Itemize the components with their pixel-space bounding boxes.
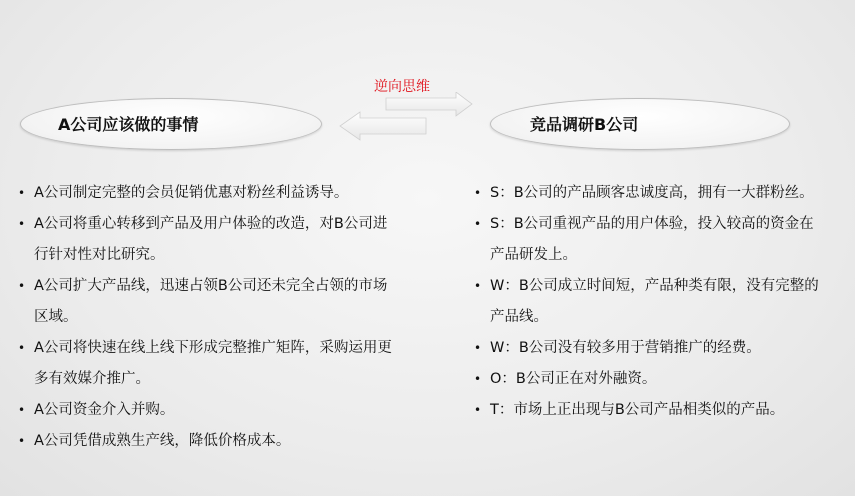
list-item-text: A公司制定完整的会员促销优惠对粉丝利益诱导。 (34, 185, 349, 201)
bullet-icon: • (474, 279, 482, 293)
list-item-text: A公司资金介入并购。 (34, 402, 175, 418)
bullet-icon: • (474, 186, 482, 200)
list-item-text: T：市场上正出现与B公司产品相类似的产品。 (490, 402, 785, 418)
bullet-icon: • (18, 434, 26, 448)
list-item-text: A公司凭借成熟生产线，降低价格成本。 (34, 433, 291, 449)
list-item (470, 395, 820, 426)
right-bullet-list (470, 178, 820, 426)
list-item-text: S：B公司重视产品的用户体验，投入较高的资金在产品研发上。 (490, 216, 814, 263)
list-item (470, 364, 820, 395)
list-item (14, 209, 394, 271)
list-item-text: W：B公司没有较多用于营销推广的经费。 (490, 340, 761, 356)
bullet-icon: • (18, 217, 26, 231)
list-item (470, 333, 820, 364)
center-label: 逆向思维 (374, 79, 430, 95)
list-item (14, 333, 394, 395)
list-item-text: A公司扩大产品线，迅速占领B公司还未完全占领的市场区域。 (34, 278, 388, 325)
list-item-text: W：B公司成立时间短，产品种类有限，没有完整的产品线。 (490, 278, 819, 325)
list-item-text: A公司将快速在线上线下形成完整推广矩阵，采购运用更多有效媒介推广。 (34, 340, 392, 387)
bullet-icon: • (18, 186, 26, 200)
list-item (470, 271, 820, 333)
list-item-text: O：B公司正在对外融资。 (490, 371, 657, 387)
arrow-left-icon (340, 112, 426, 140)
arrow-right-icon (386, 92, 472, 116)
list-item (14, 426, 394, 457)
bullet-icon: • (18, 279, 26, 293)
bullet-icon: • (474, 341, 482, 355)
list-item-text: A公司将重心转移到产品及用户体验的改造，对B公司进行针对性对比研究。 (34, 216, 388, 263)
list-item (14, 395, 394, 426)
right-panel-title: 竞品调研B公司 (530, 115, 639, 134)
bullet-icon: • (474, 372, 482, 386)
bullet-icon: • (474, 403, 482, 417)
list-item (470, 178, 820, 209)
list-item (14, 271, 394, 333)
list-item-text: S：B公司的产品顾客忠诚度高，拥有一大群粉丝。 (490, 185, 814, 201)
list-item (14, 178, 394, 209)
bullet-icon: • (474, 217, 482, 231)
left-panel-title: A公司应该做的事情 (58, 115, 199, 134)
list-item (470, 209, 820, 271)
bullet-icon: • (18, 341, 26, 355)
left-bullet-list (14, 178, 394, 457)
arrows-graphic (336, 92, 476, 142)
bullet-icon: • (18, 403, 26, 417)
